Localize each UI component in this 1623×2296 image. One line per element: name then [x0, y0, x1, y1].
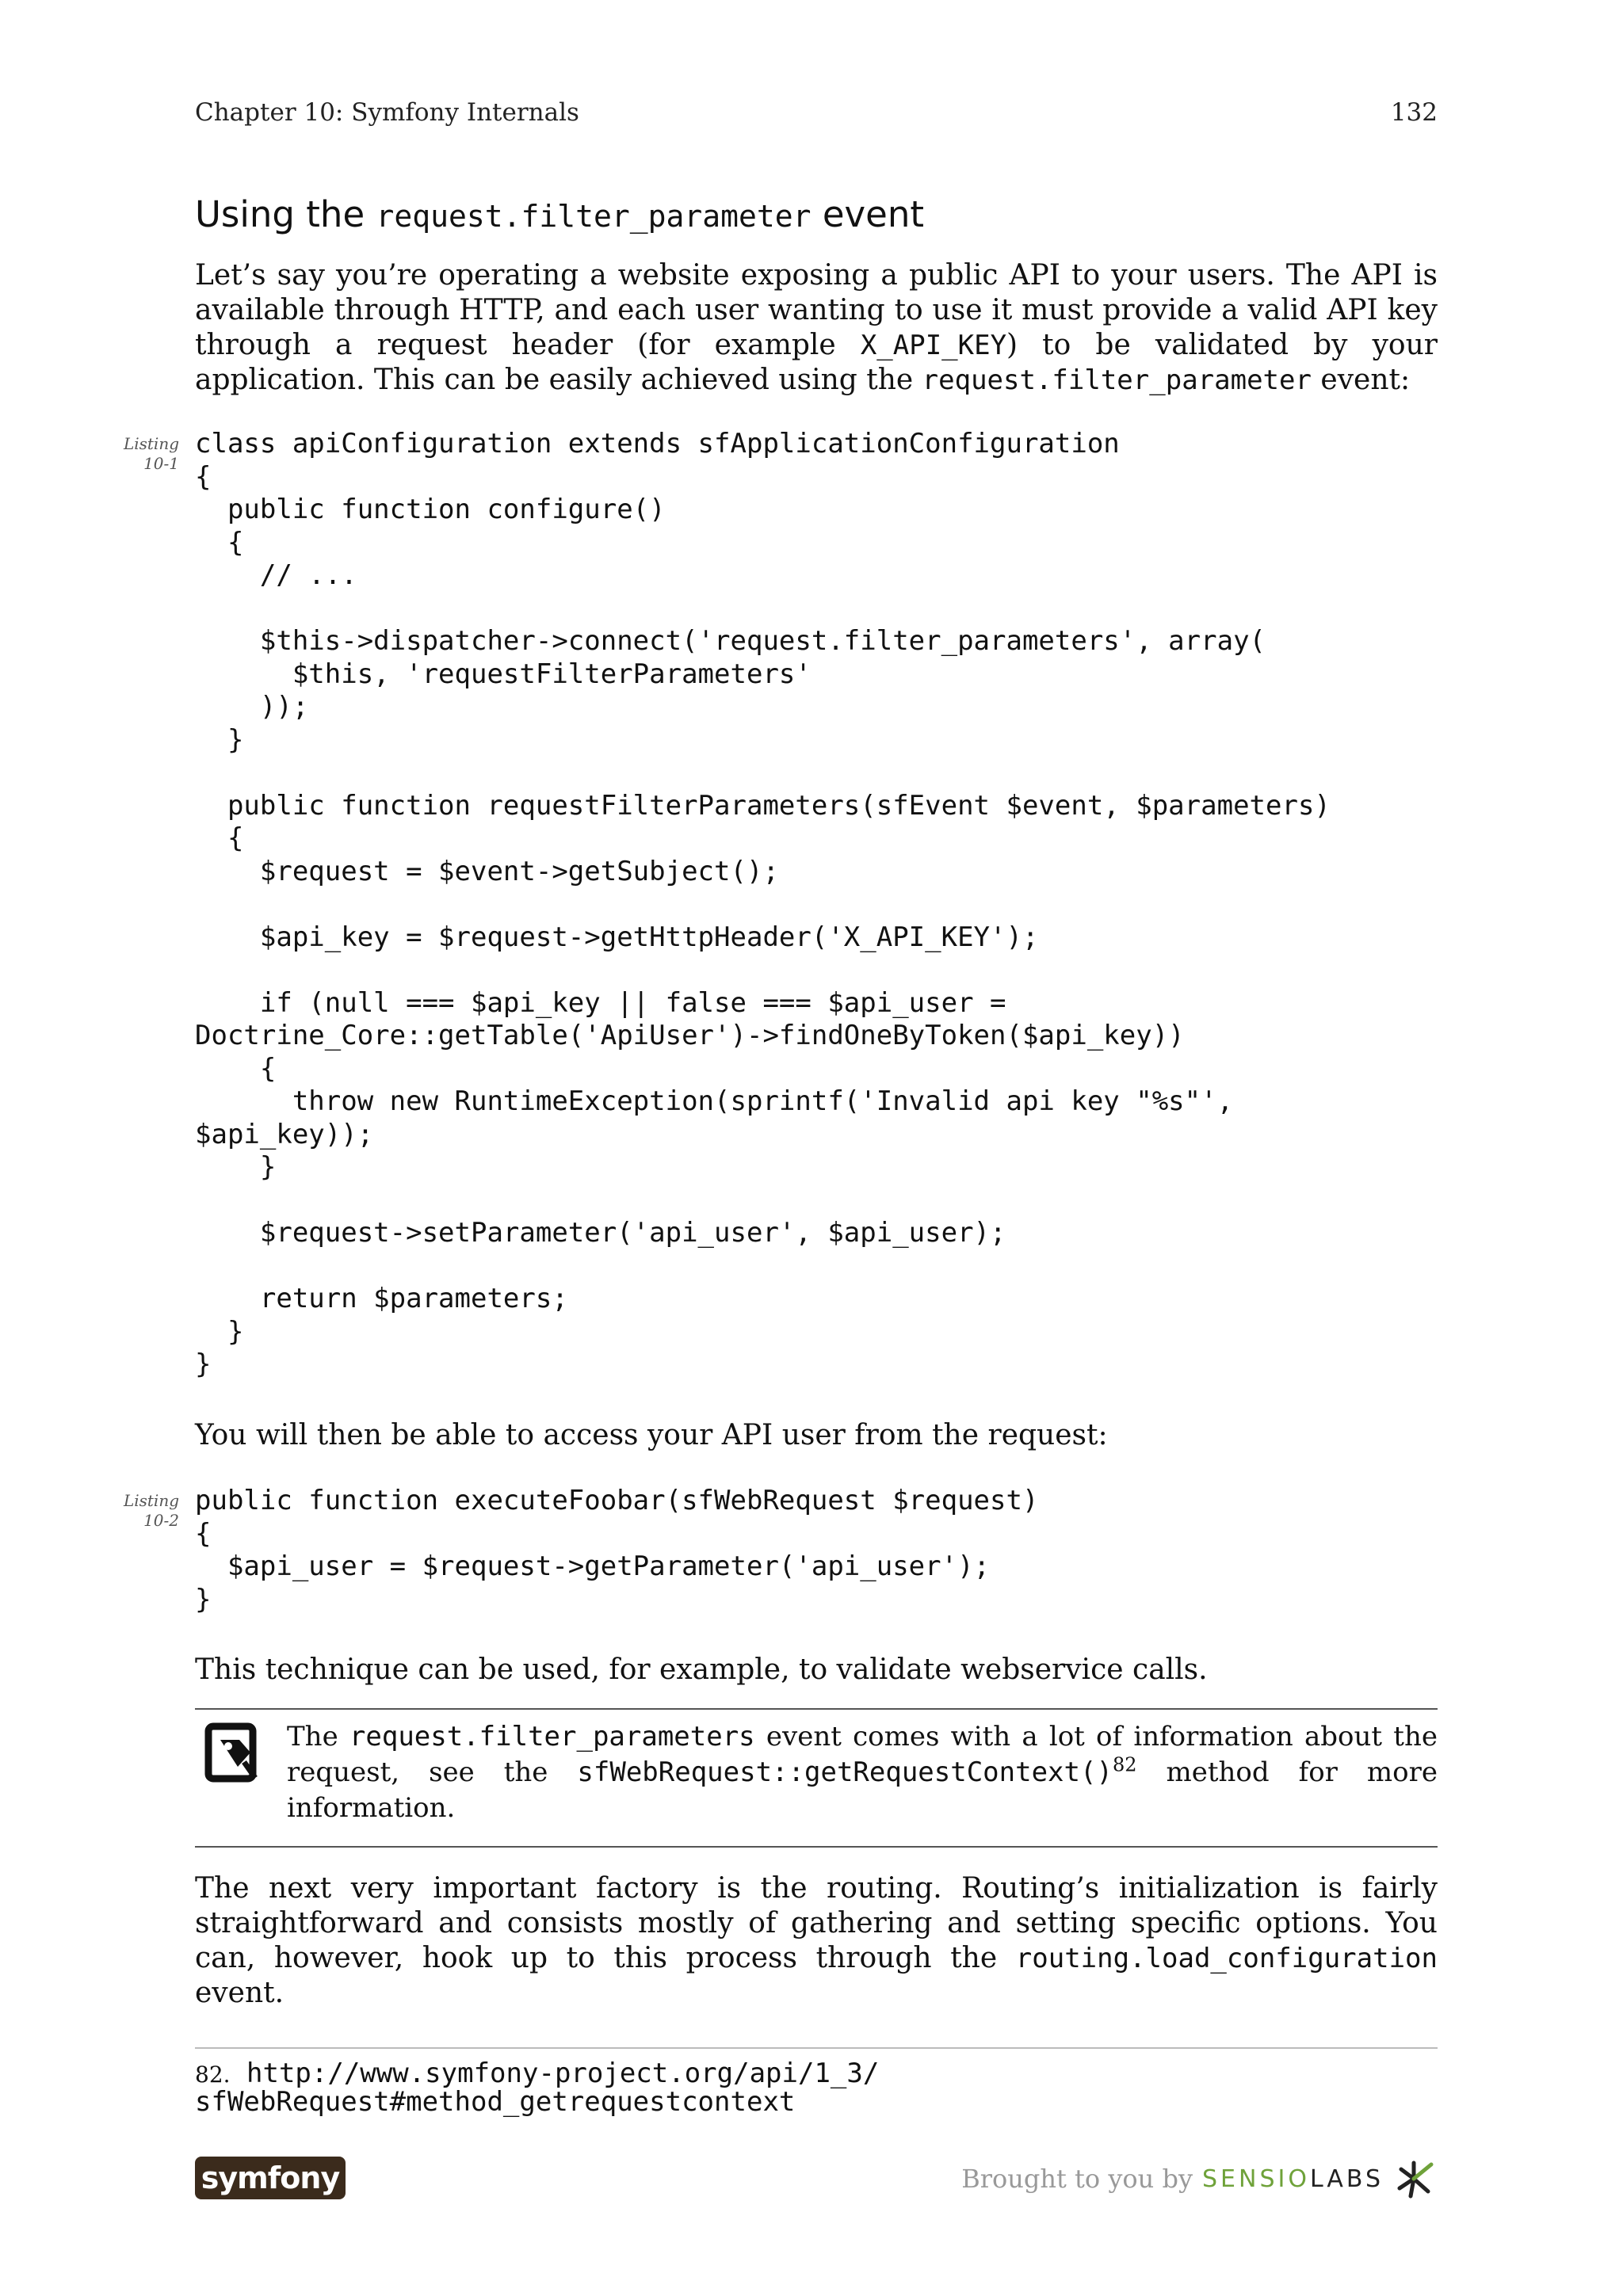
- intro-code-event: request.filter_parameter: [922, 364, 1312, 396]
- routing-text-2: event.: [195, 1977, 285, 2009]
- heading-text-end: event: [811, 193, 924, 235]
- intro-text-1: Let’s say you’re operating a website exposing a public API to your users. The API is available through HTTP, and each user wanting to use it must provide a valid API key through a request header (for example: [195, 259, 1438, 361]
- note-text: [287, 1719, 1438, 1826]
- intro-code-header: X_API_KEY: [860, 330, 1007, 361]
- footnote-reference[interactable]: 82: [1112, 1753, 1137, 1776]
- footnote-url-line-1[interactable]: http://www.symfony-project.org/api/1_3/: [246, 2058, 880, 2089]
- chapter-title: Chapter 10: Symfony Internals: [195, 98, 579, 127]
- sensiolabs-wordmark: [1202, 2165, 1384, 2193]
- note-text-3: method for more information.: [287, 1756, 1438, 1824]
- listing-label-number: 10-1: [143, 454, 179, 473]
- intro-text-2: ) to be validated by your application. This can be easily achieved using the: [195, 329, 1438, 396]
- intro-text-3: event:: [1311, 364, 1411, 396]
- symfony-logo-text: symfony: [200, 2161, 340, 2195]
- routing-paragraph: [195, 1871, 1438, 2011]
- footnote: [195, 2058, 880, 2118]
- note-icon: [204, 1722, 262, 1786]
- code-listing-10-2: public function executeFoobar(sfWebRequest $request) { $api_user = $request->getParameter('api_user'); }: [195, 1485, 1039, 1615]
- note-top-rule: [195, 1708, 1438, 1710]
- access-paragraph: You will then be able to access your API user from the request:: [195, 1419, 1108, 1451]
- listing-label-10-1: [119, 434, 179, 474]
- heading-code: request.filter_parameter: [376, 199, 812, 234]
- listing-label-10-2: [119, 1491, 179, 1531]
- section-heading: [195, 193, 924, 235]
- note-text-1: The: [287, 1721, 349, 1753]
- labs-text: LABS: [1309, 2164, 1384, 2193]
- sensio-text: SENSIO: [1202, 2164, 1310, 2193]
- symfony-logo: [195, 2157, 346, 2199]
- footnote-number: 82.: [195, 2061, 231, 2088]
- intro-paragraph: [195, 258, 1438, 398]
- listing-label-word: Listing: [123, 434, 179, 453]
- note-code-event: request.filter_parameters: [349, 1721, 755, 1753]
- footnote-url-line-2[interactable]: sfWebRequest#method_getrequestcontext: [195, 2086, 796, 2118]
- note-bottom-rule: [195, 1846, 1438, 1848]
- sponsor-credit: [961, 2157, 1438, 2201]
- note-text-2: event comes with a lot of information about the request, see the: [287, 1721, 1438, 1788]
- heading-text-start: Using the: [195, 193, 376, 235]
- page-number: 132: [1390, 98, 1438, 127]
- routing-code-event: routing.load_configuration: [1015, 1943, 1438, 1974]
- note-code-method: sfWebRequest::getRequestContext(): [577, 1756, 1113, 1788]
- brought-by-text: Brought to you by: [961, 2164, 1193, 2194]
- listing-label-word: Listing: [123, 1491, 179, 1510]
- code-listing-10-1: class apiConfiguration extends sfApplicationConfiguration { public function configure() { // ... $this->dispatcher->connect('request.filter_parameters', array( $this, 'requestFilterParameters' )); } public function requestFilterParameters(sfEvent $event, $parameters) { $request = $event->getSubject(); $api_key = $request->getHttpHeader('X_API_KEY'); if (null === $api_key || false === $api_user = Doctrine_Core::getTable('ApiUser')->findOneByToken($api_key)) { throw new RuntimeException(sprintf('Invalid api key "%s"', $api_key)); } $request->setParameter('api_user', $api_user); return $parameters; } }: [195, 428, 1331, 1380]
- running-header: [195, 98, 1438, 127]
- technique-paragraph: This technique can be used, for example, to validate webservice calls.: [195, 1653, 1208, 1686]
- sensiolabs-star-icon: [1393, 2157, 1438, 2201]
- footnote-rule: [195, 2047, 1438, 2049]
- listing-label-number: 10-2: [143, 1511, 179, 1530]
- routing-text-1: The next very important factory is the routing. Routing’s initialization is fairly straightforward and consists mostly of gathering and setting specific options. You can, however, hook up to this process through the: [195, 1872, 1438, 1974]
